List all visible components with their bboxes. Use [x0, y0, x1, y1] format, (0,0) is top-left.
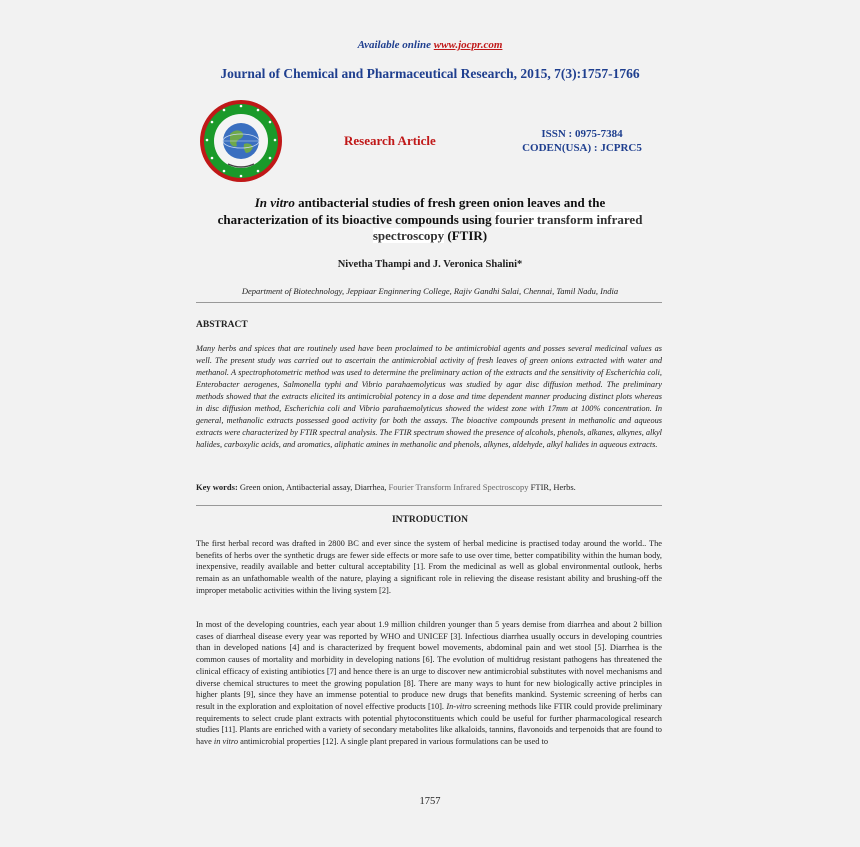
- paper-title: [180, 195, 680, 245]
- introduction-heading: INTRODUCTION: [391, 515, 468, 525]
- article-type-label: Research Article: [344, 133, 436, 148]
- intro-p2-b: screening methods like FTIR could provide preliminary requirements to select crude plant extracts with potential phytoconstituents which could be useful for further pharmacological research studies [11]. Plants are enriched with a variety of secondary metabolites like alkaloids, tannins, flavonoids and terpenoids that are found to have: [196, 701, 663, 747]
- journal-citation: Journal of Chemical and Pharmaceutical Research, 2015, 7(3):1757-1766: [220, 66, 640, 81]
- issn-number: ISSN : 0975-7384: [541, 128, 623, 140]
- affiliation: Department of Biotechnology, Jeppiaar Enginnering College, Rajiv Gandhi Salai, Chennai, Tamil Nadu, India: [241, 286, 619, 296]
- title-line3-highlight: spectroscopy: [372, 228, 445, 243]
- abstract-heading: ABSTRACT: [196, 320, 248, 330]
- journal-seal-globe-icon: [198, 98, 284, 184]
- title-italic-prefix: In vitro: [254, 195, 295, 210]
- issn-block: [507, 127, 657, 155]
- intro-paragraph-2: [196, 619, 662, 748]
- keywords-part1: Green onion, Antibacterial assay, Diarrhea,: [237, 482, 389, 492]
- website-link[interactable]: www.jocpr.com: [433, 39, 503, 51]
- page-number: 1757: [419, 796, 441, 807]
- title-line2: characterization of its bioactive compounds using: [217, 211, 495, 227]
- intro-paragraph-1: The first herbal record was drafted in 2800 BC and ever since the system of herbal medicine is practised today around the world.. The benefits of herbs over the synthetic drugs are fewer side effects or more safe to use over time, better compatibility within the human body, inexpensive, readily available and better cultural acceptability [1]. From the medicinal as well as global environmental outlook, herbs remain as an unfathomable wealth of the nature, playing a significant role in relieving the disease resistant ability and brushing-off the improper metabolic activities within the living system [2].: [196, 539, 662, 595]
- available-online-label: Available online: [357, 39, 432, 51]
- keywords-part2: FTIR, Herbs.: [528, 482, 576, 492]
- title-line2-highlight: fourier transform infrared: [494, 211, 643, 227]
- divider: [196, 505, 662, 506]
- authors: Nivetha Thampi and J. Veronica Shalini*: [337, 259, 523, 270]
- intro-p2-italic2: in vitro: [213, 737, 239, 747]
- intro-p2-a: In most of the developing countries, each year about 1.9 million children younger than 5 years demise from diarrhea and about 2 billion cases of diarrheal disease every year was reported by WHO and UNICEF [3]. Infectious diarrhea usually occurs in developing countries than in developed nations [4] and is characterized by frequent bowel movements, abdominal pain and wet stool [5]. Diarrhea is the common causes of mortality and morbidity in developing nations [6]. The evolution of multidrug resistant pathogens has threatened the clinical efficacy of existing antibiotics [7] and hence there is an urge to discover new antimicrobial substitutes with novel mechanisms and diverse chemical structures to meet the growing population [8]. There are many ways to hunt for new biologically active principles in higher plants [9], since they have an immense potential to produce new drugs that benefits mankind. Systemic screening of herbs can result in the exploration and exploitation of novel effective products [10].: [196, 620, 662, 711]
- intro-p2-c: antimicrobial properties [12]. A single plant prepared in various formulations can be used to: [238, 737, 549, 747]
- coden-number: CODEN(USA) : JCPRC5: [522, 142, 642, 154]
- title-line3: (FTIR): [444, 228, 488, 243]
- keywords-label: Key words:: [196, 482, 238, 492]
- divider: [196, 302, 662, 303]
- keywords-highlight: Fourier Transform Infrared Spectroscopy: [388, 482, 529, 492]
- intro-p2-italic1: In-vitro: [446, 701, 472, 711]
- abstract-text: Many herbs and spices that are routinely used have been proclaimed to be antimicrobial agents and posses several medicinal values as well. The present study was carried out to ascertain the antimicrobial activity of fresh leaves of green onions extracted with water and methanol. A spectrophotometric method was used to determine the preliminary action of the extracts and the sensitivity of Escherichia coli, Enterobacter aerogenes, Salmonella typhi and Vibrio parahaemolyticus was studied by agar disc diffusion method. The preliminary methods showed that the extracts elicited its antimicrobial potency in a dose and time dependent manner producing distinct plots whereas in disc diffusion method, Escherichia coli and Vibrio parahaemolyticus showed the widest zone with 17mm at 100% concentration. In general, methanolic extracts possessed good activity for both the assays. The bioactive compounds present in methanolic and aqueous extracts were characterized by FTIR spectral analysis. The FTIR spectrum showed the presence of alcohols, phenols, alkanes, alkynes, alkyl halides, carboxylic acids, and aromatics, aliphatic amines in methanolic and phenols, alkynes, aldehyde, alkyl halides in aqueous extracts.: [196, 344, 662, 449]
- title-line1: antibacterial studies of fresh green onion leaves and the: [294, 195, 606, 210]
- keywords: [196, 481, 662, 493]
- available-online-line: [0, 39, 860, 51]
